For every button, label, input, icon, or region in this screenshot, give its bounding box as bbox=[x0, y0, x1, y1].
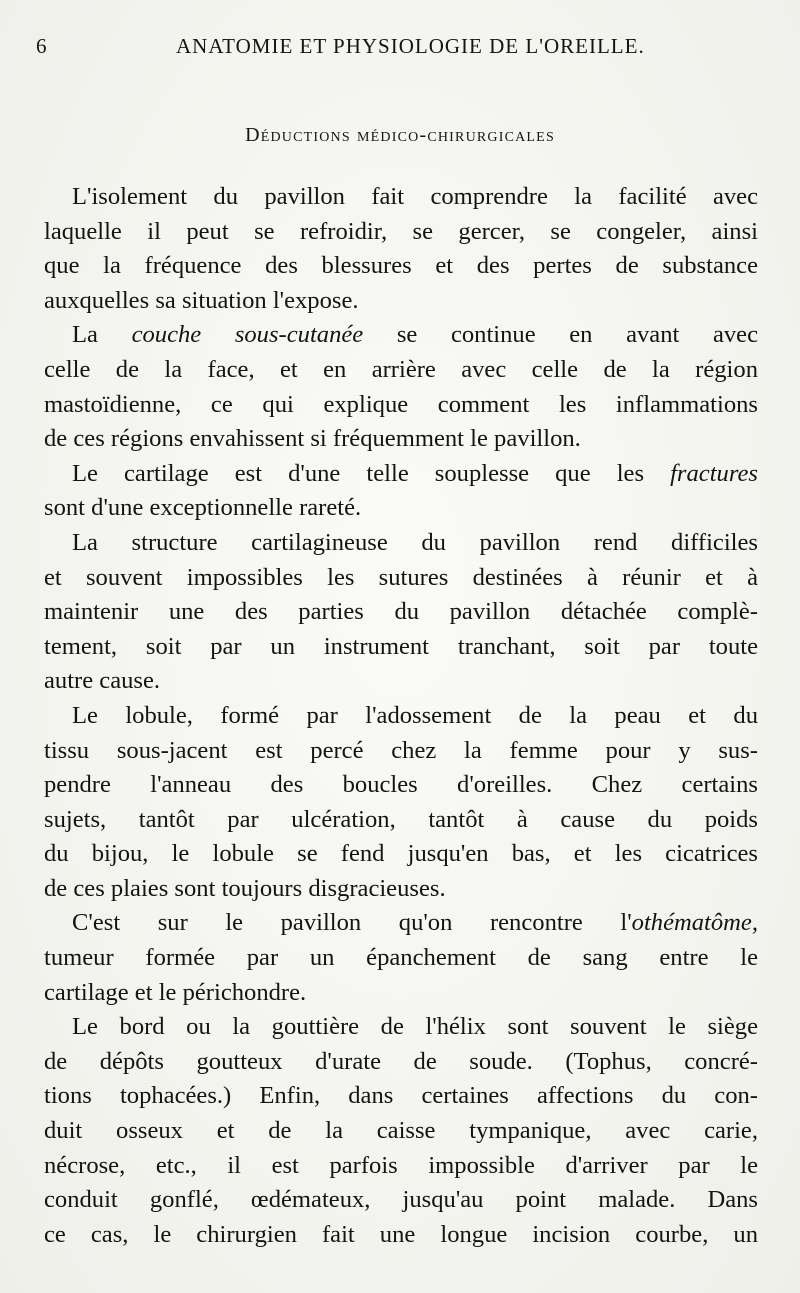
section-heading: Déductions médico-chirurgicales bbox=[245, 124, 555, 146]
text-line: et souvent impossibles les sutures destinées à réunir et à bbox=[44, 563, 758, 591]
text-line: Le bord ou la gouttière de l'hélix sont souvent le siège bbox=[72, 1013, 758, 1041]
text-line: maintenir une des parties du pavillon détachée complè- bbox=[44, 598, 758, 626]
running-title: ANATOMIE ET PHYSIOLOGIE DE L'OREILLE. bbox=[176, 34, 645, 58]
italic-term: othématôme, bbox=[631, 909, 758, 937]
text-line: cartilage et le périchondre. bbox=[44, 978, 307, 1006]
text-line: autre cause. bbox=[44, 667, 161, 695]
italic-term: couche sous-cutanée bbox=[131, 321, 364, 349]
text-line: du bijou, le lobule se fend jusqu'en bas, et les cicatrices bbox=[44, 840, 758, 868]
text-line: de ces régions envahissent si fréquemment le pavillon. bbox=[44, 425, 581, 453]
text-line: auxquelles sa situation l'expose. bbox=[44, 286, 359, 314]
text-line: Le lobule, formé par l'adossement de la peau et du bbox=[72, 701, 758, 729]
text-line: nécrose, etc., il est parfois impossible d'arriver par le bbox=[44, 1151, 758, 1179]
text-line: laquelle il peut se refroidir, se gercer, se congeler, ainsi bbox=[44, 217, 758, 245]
text-line: duit osseux et de la caisse tympanique, avec carie, bbox=[44, 1117, 758, 1145]
paragraph bbox=[44, 526, 758, 699]
page-number: 6 bbox=[36, 34, 47, 58]
text-line: ce cas, le chirurgien fait une longue incision courbe, un bbox=[44, 1220, 758, 1248]
text-line bbox=[44, 318, 758, 353]
text-line: La structure cartilagineuse du pavillon rend difficiles bbox=[72, 528, 758, 556]
text-line: sont d'une exceptionnelle rareté. bbox=[44, 494, 362, 522]
text-line: conduit gonflé, œdémateux, jusqu'au point malade. Dans bbox=[44, 1186, 758, 1214]
paragraph bbox=[44, 1010, 758, 1252]
text-line: tumeur formée par un épanchement de sang entre le bbox=[44, 944, 758, 972]
text-run: La bbox=[72, 321, 132, 349]
text-line: pendre l'anneau des boucles d'oreilles. Chez certains bbox=[44, 771, 758, 799]
italic-term: fractures bbox=[670, 459, 758, 487]
paragraph bbox=[44, 906, 758, 1010]
text-line: tissu sous-jacent est percé chez la femme pour y sus- bbox=[44, 736, 758, 764]
paragraph bbox=[44, 180, 758, 318]
text-line: tions tophacées.) Enfin, dans certaines affections du con- bbox=[44, 1082, 758, 1110]
text-line: tement, soit par un instrument tranchant, soit par toute bbox=[44, 632, 758, 660]
text-line bbox=[44, 906, 758, 941]
running-head bbox=[36, 34, 760, 64]
text-run: C'est sur le pavillon qu'on rencontre l' bbox=[72, 909, 632, 937]
text-line bbox=[44, 457, 758, 492]
text-line: L'isolement du pavillon fait comprendre la facilité avec bbox=[72, 183, 758, 210]
paragraph bbox=[44, 318, 758, 456]
text-run: Le cartilage est d'une telle souplesse que les bbox=[72, 459, 671, 487]
text-line: de dépôts goutteux d'urate de soude. (Tophus, concré- bbox=[44, 1047, 758, 1075]
paragraph bbox=[44, 699, 758, 907]
text-line: celle de la face, et en arrière avec celle de la région bbox=[44, 355, 758, 383]
text-line: que la fréquence des blessures et des pertes de substance bbox=[44, 252, 758, 280]
paragraph bbox=[44, 457, 758, 526]
body-text bbox=[44, 180, 758, 1252]
text-line: sujets, tantôt par ulcération, tantôt à cause du poids bbox=[44, 805, 758, 833]
text-line: de ces plaies sont toujours disgracieuses. bbox=[44, 874, 446, 902]
text-run: se continue en avant avec bbox=[363, 321, 758, 349]
text-line: mastoïdienne, ce qui explique comment les inflammations bbox=[44, 390, 758, 418]
